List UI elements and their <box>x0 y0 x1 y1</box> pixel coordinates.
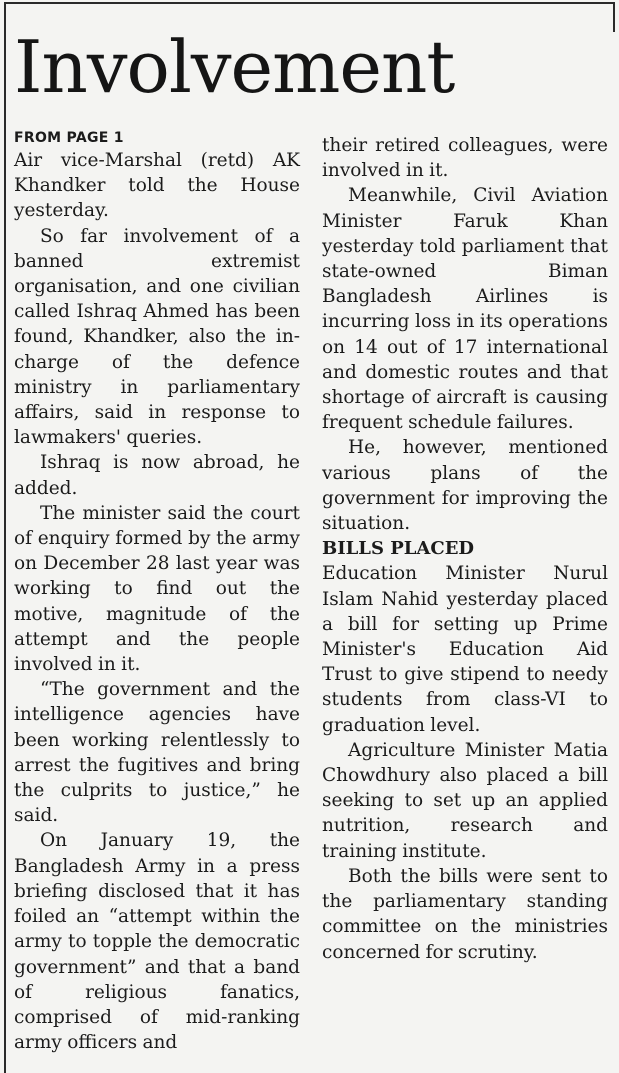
right-border <box>613 2 615 32</box>
paragraph: “The government and the intelligence agencies have been working relentlessly to arrest the fugitives and bring the culprits to justice,” he said. <box>14 679 300 827</box>
left-border <box>4 2 6 1073</box>
paragraph: Both the bills were sent to the parliamentary standing committee on the ministries concerned for scrutiny. <box>322 865 608 963</box>
paragraph: Ishraq is now abroad, he added. <box>14 452 300 499</box>
paragraph: Meanwhile, Civil Aviation Minister Faruk Khan yesterday told parliament that state-owned Biman Bangladesh Airlines is incurring loss in its operations on 14 out of 17 international and domestic routes and that shortage of aircraft is causing frequent schedule failures. <box>322 185 608 434</box>
paragraph: He, however, mentioned various plans of the government for improving the situation. <box>322 437 608 535</box>
kicker-from-page: FROM PAGE 1 <box>14 130 124 146</box>
paragraph: The minister said the court of enquiry formed by the army on December 28 last year was working to find out the motive, magnitude of the attempt and the people involved in it. <box>14 502 300 676</box>
paragraph: On January 19, the Bangladesh Army in a press briefing disclosed that it has foiled an “attempt within the army to topple the democratic government” and that a band of religious fanatics, comprised of mid-ranking army officers and <box>14 830 300 1054</box>
paragraph: Air vice-Marshal (retd) AK Khandker told the House yesterday. <box>14 150 300 222</box>
paragraph: Education Minister Nurul Islam Nahid yesterday placed a bill for setting up Prime Minister's Education Aid Trust to give stipend to needy students from class-VI to graduation level. <box>322 563 608 736</box>
headline: Involvement <box>14 25 455 109</box>
subhead-bills-placed: BILLS PLACED <box>322 538 475 560</box>
paragraph: their retired colleagues, were involved in it. <box>322 135 608 182</box>
top-border <box>4 2 615 4</box>
paragraph: So far involvement of a banned extremist organisation, and one civilian called Ishraq Ahmed has been found, Khandker, also the in-charge of the defence ministry in parliamentary affairs, said in response to lawmakers' queries. <box>14 225 300 449</box>
paragraph: Agriculture Minister Matia Chowdhury also placed a bill seeking to set up an applied nutrition, research and training institute. <box>322 739 608 862</box>
left-column <box>14 128 300 1055</box>
right-column <box>322 133 608 965</box>
